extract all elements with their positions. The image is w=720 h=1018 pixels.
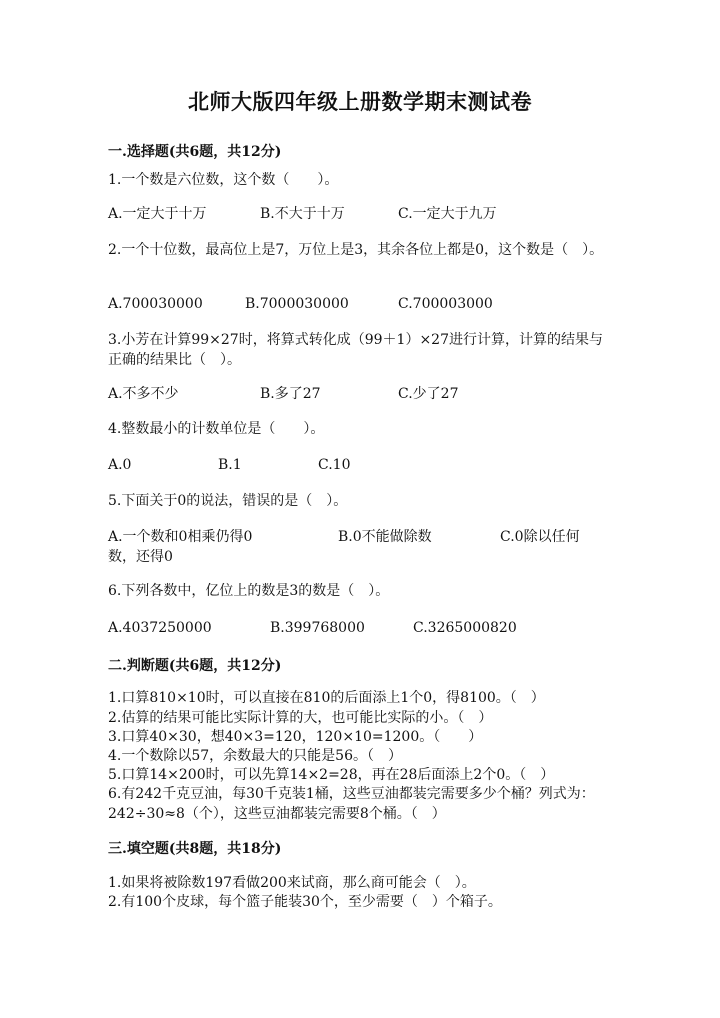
section-heading-fill: 三.填空题(共8题，共18分) xyxy=(108,841,282,857)
section-heading-choice: 一.选择题(共6题，共12分) xyxy=(108,144,282,160)
question-2: 2.一个十位数，最高位上是7，万位上是3，其余各位上都是0，这个数是（ ）。 xyxy=(108,242,604,258)
question-1-option-b: B.不大于十万 xyxy=(260,206,345,222)
question-2-option-a: A.700030000 xyxy=(108,296,203,312)
question-3: 3.小芳在计算99×27时，将算式转化成（99＋1）×27进行计算，计算的结果与正确的结果比（ ）。 xyxy=(108,332,603,368)
question-3-option-a: A.不多不少 xyxy=(108,386,179,402)
question-5-option-a: A.一个数和0相乘仍得0 xyxy=(108,529,253,545)
judge-item-1: 1.口算810×10时，可以直接在810的后面添上1个0，得8100。（ ） xyxy=(108,690,545,706)
section-heading-judge: 二.判断题(共6题，共12分) xyxy=(108,658,282,674)
question-5-option-b: B.0不能做除数 xyxy=(338,529,432,545)
judge-item-3: 3.口算40×30，想40×3=120，120×10=1200。（ ） xyxy=(108,729,483,745)
question-6-option-c: C.3265000820 xyxy=(413,620,517,636)
question-1: 1.一个数是六位数，这个数（ ）。 xyxy=(108,172,339,188)
fill-item-2: 2.有100个皮球，每个篮子能装30个，至少需要（ ）个箱子。 xyxy=(108,894,502,910)
question-5-option-c-line-1: C.0除以任何 xyxy=(500,529,580,545)
question-4-option-b: B.1 xyxy=(218,457,242,473)
question-4-option-a: A.0 xyxy=(108,457,132,473)
judge-item-2: 2.估算的结果可能比实际计算的大，也可能比实际的小。（ ） xyxy=(108,710,493,726)
question-6-option-b: B.399768000 xyxy=(270,620,365,636)
question-4: 4.整数最小的计数单位是（ ）。 xyxy=(108,421,325,437)
question-5-option-c-label xyxy=(500,529,580,545)
question-3-option-b: B.多了27 xyxy=(260,386,321,402)
question-3-option-c: C.少了27 xyxy=(398,386,459,402)
judge-item-4: 4.一个数除以57，余数最大的只能是56。（ ） xyxy=(108,748,402,764)
question-6-option-a: A.4037250000 xyxy=(108,620,212,636)
question-4-option-c: C.10 xyxy=(318,457,351,473)
question-2-option-b: B.7000030000 xyxy=(245,296,349,312)
question-1-option-c: C.一定大于九万 xyxy=(398,206,497,222)
question-5-option-c-line-2: 数，还得0 xyxy=(108,549,173,565)
question-6: 6.下列各数中，亿位上的数是3的数是（ ）。 xyxy=(108,583,390,599)
question-1-option-a: A.一定大于十万 xyxy=(108,206,207,222)
fill-item-1: 1.如果将被除数197看做200来试商，那么商可能会（ ）。 xyxy=(108,875,476,891)
judge-item-5: 5.口算14×200时，可以先算14×2=28，再在28后面添上2个0。（ ） xyxy=(108,767,555,783)
judge-item-6: 6.有242千克豆油，每30千克装1桶，这些豆油都装完需要多少个桶？列式为：242÷30≈8（个），这些豆油都装完需要8个桶。（ ） xyxy=(108,786,595,822)
exam-title: 北师大版四年级上册数学期末测试卷 xyxy=(188,89,532,114)
question-5: 5.下面关于0的说法，错误的是（ ）。 xyxy=(108,493,348,509)
question-2-option-c: C.700003000 xyxy=(398,296,493,312)
